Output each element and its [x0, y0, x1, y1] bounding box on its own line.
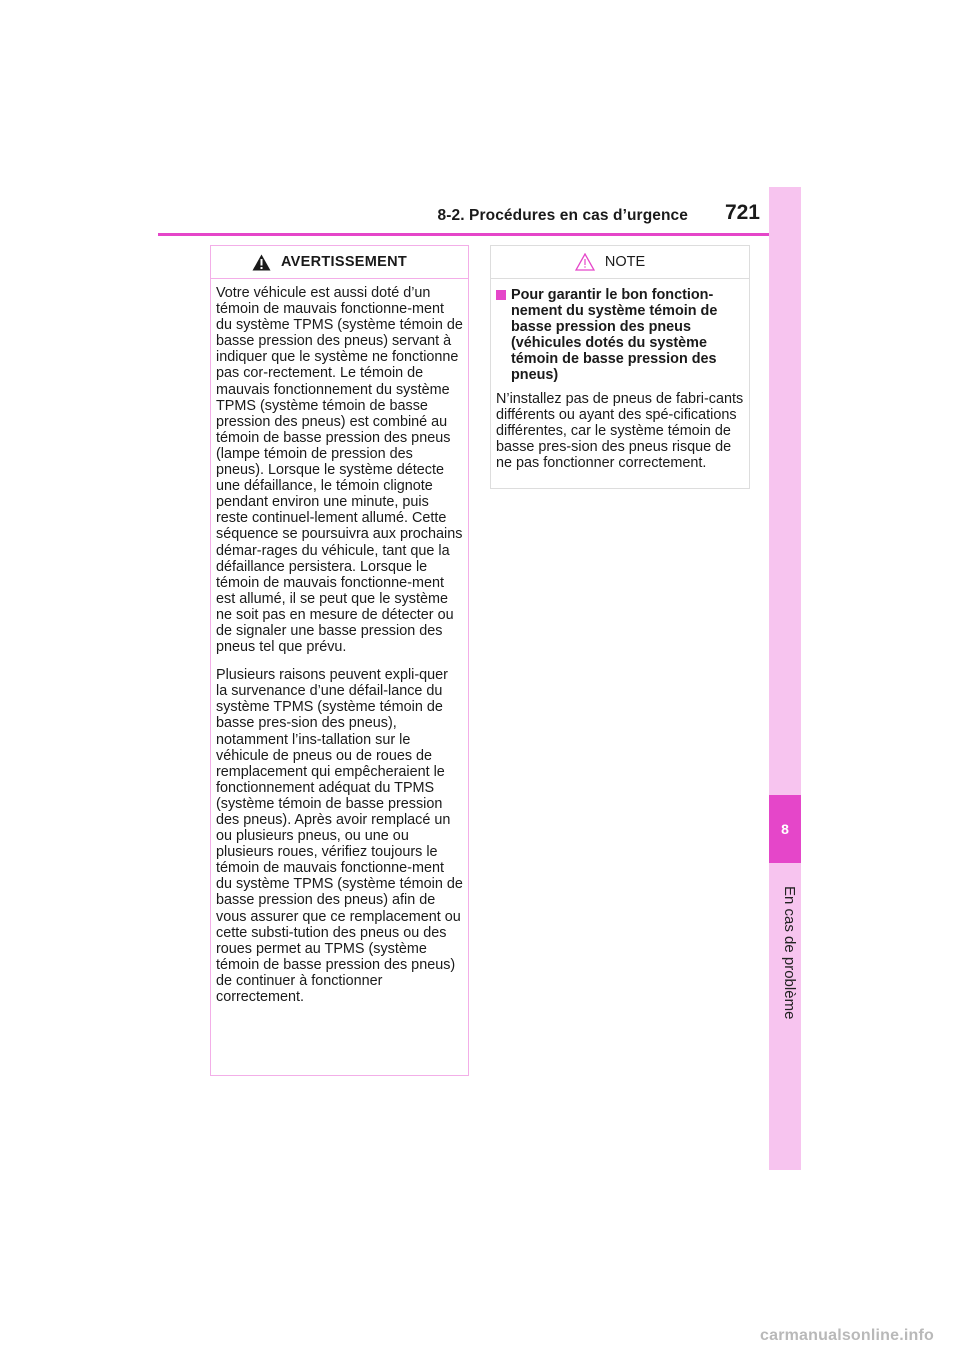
note-subheading: Pour garantir le bon fonction-nement du système témoin de basse pression des pneus (véhicules dotés du système témoin de basse pression des pneus) — [511, 287, 718, 384]
page-number: 721 — [724, 201, 760, 224]
note-box — [490, 245, 750, 489]
warning-heading: AVERTISSEMENT — [280, 254, 408, 270]
note-paragraph: N’installez pas de pneus de fabri-cants différents ou ayant des spé-cifications différentes, car le système témoin de basse pres-sion des pneus risque de ne pas fonctionner correctement. — [496, 390, 744, 471]
note-heading: NOTE — [604, 254, 646, 270]
header-rule — [158, 233, 769, 236]
warning-header — [211, 246, 468, 279]
square-bullet-icon — [496, 290, 506, 300]
warning-paragraph-1: Votre véhicule est aussi doté d’un témoin de mauvais fonctionne-ment du système TPMS (système témoin de basse pression des pneus) servant à indiquer que le système ne fonctionne pas cor-rectement. Le témoin de mauvais fonctionnement du système TPMS (système témoin de basse pression des pneus) est combiné au témoin de basse pression des pneus (lampe témoin de pression des pneus). Lorsque le système détecte une défaillance, le témoin clignote pendant environ une minute, puis reste continuel-lement allumé. Cette séquence se poursuivra aux prochains démar-rages du véhicule, tant que la défaillance persistera. Lorsque le témoin de mauvais fonctionne-ment est allumé, il se peut que le système ne soit pas en mesure de détecter ou de signaler une basse pression des pneus tel que prévu. — [216, 285, 463, 656]
warning-paragraph-2: Plusieurs raisons peuvent expli-quer la survenance d’une défail-lance du système TPMS (système témoin de basse pres-sion des pneus), notamment l’ins-tallation sur le véhicule de pneus ou de roues de remplacement qui empêcheraient le fonctionnement adéquat du TPMS (système témoin de basse pression des pneus). Après avoir remplacé un ou plusieurs pneus, ou une ou plusieurs roues, vérifiez toujours le témoin de mauvais fonctionne-ment du système TPMS (système témoin de basse pression des pneus) afin de vous assurer que ce remplacement ou cette substi-tution des pneus ou des roues permet au TPMS (système témoin de basse pression des pneus) de continuer à fonctionner correctement. — [216, 667, 463, 1006]
note-body — [491, 279, 749, 471]
note-subheading-row — [496, 287, 744, 384]
warning-body — [211, 279, 468, 1005]
watermark: carmanualsonline.info — [760, 1327, 935, 1344]
note-header — [491, 246, 749, 279]
section-title: 8-2. Procédures en cas d’urgence — [437, 207, 688, 224]
chapter-number: 8 — [769, 795, 801, 863]
warning-box — [210, 245, 469, 1076]
chapter-label: En cas de problème — [781, 886, 798, 1020]
warning-triangle-icon — [252, 254, 271, 271]
caution-triangle-outline-icon — [575, 253, 595, 271]
